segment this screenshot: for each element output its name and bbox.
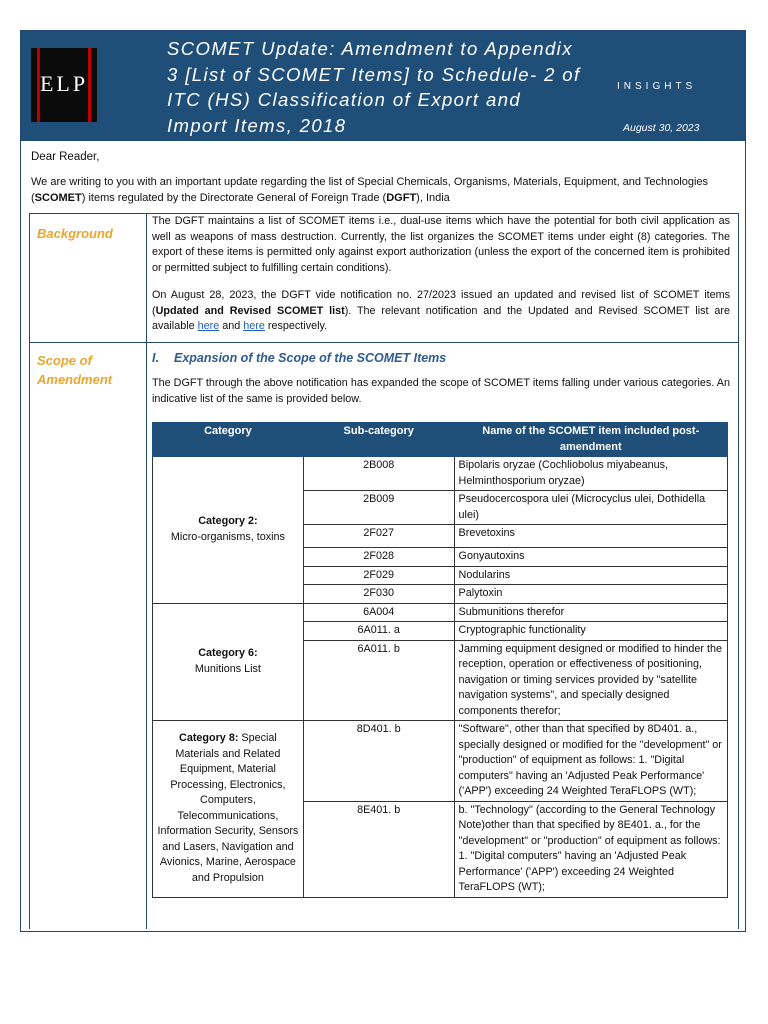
document-title: SCOMET Update: Amendment to Appendix 3 [List of SCOMET Items] to Schedule- 2 of ITC (HS) Classification of Export and Import Items, 2018 bbox=[167, 38, 581, 136]
category-6-title: Category 6: bbox=[198, 647, 258, 660]
category-2-desc: Micro-organisms, toxins bbox=[170, 530, 285, 543]
notification-link[interactable]: here bbox=[197, 320, 220, 332]
subcategory-cell: 2F030 bbox=[303, 585, 454, 604]
category-6-cell bbox=[153, 603, 304, 721]
item-name-cell: Gonyautoxins bbox=[454, 548, 727, 567]
item-name-cell: b. "Technology" (according to the General Technology Note)other than that specified by 8E401. a., for the "development" or "production" of equipment as follows: 1. "Digital computers" having an 'Adjusted Peak Performance' ('APP') exceeding 24 Weighted TeraFLOPS (WT); bbox=[454, 801, 727, 897]
background-label: Background bbox=[37, 226, 113, 241]
bg-p2-text-b: ). The relevant notification and the Updated and Revised SCOMET list are available bbox=[152, 304, 730, 332]
subcategory-cell: 2B008 bbox=[303, 457, 454, 491]
scope-heading bbox=[152, 351, 446, 365]
insights-label: INSIGHTS bbox=[617, 81, 697, 92]
subcategory-cell: 8E401. b bbox=[303, 801, 454, 897]
elp-logo bbox=[31, 48, 97, 122]
intro-text-3: ), India bbox=[416, 191, 450, 204]
item-name-cell: Palytoxin bbox=[454, 585, 727, 604]
bg-p2-bold: Updated and Revised SCOMET list bbox=[155, 304, 345, 317]
item-name-cell: Cryptographic functionality bbox=[454, 622, 727, 641]
subcategory-cell: 2F029 bbox=[303, 566, 454, 585]
publication-date: August 30, 2023 bbox=[623, 122, 700, 134]
scope-heading-text: Expansion of the Scope of the SCOMET Items bbox=[174, 351, 447, 365]
category-6-desc: Munitions List bbox=[194, 662, 261, 675]
intro-dgft: DGFT bbox=[386, 191, 417, 204]
subcategory-cell: 6A011. b bbox=[303, 640, 454, 721]
bg-p2-text-a: On August 28, 2023, the DGFT vide notification no. 27/2023 issued an updated and revised list of SCOMET items ( bbox=[152, 289, 730, 317]
intro-text-1: We are writing to you with an important update regarding the list of Special Chemicals, Organisms, Materials, Equipment, and Technologies ( bbox=[31, 176, 709, 204]
section-border-left bbox=[29, 213, 30, 929]
category-8-title: Category 8: bbox=[179, 732, 239, 745]
intro-paragraph bbox=[31, 175, 743, 206]
section-column-divider bbox=[146, 213, 147, 929]
table-row bbox=[153, 457, 728, 491]
item-name-cell: Jamming equipment designed or modified to hinder the reception, operation or effectiveness of positioning, navigation or timing services provided by "satellite navigation systems", and specially designed components therefor; bbox=[454, 640, 727, 721]
subcategory-cell: 6A004 bbox=[303, 603, 454, 622]
item-name-cell: Bipolaris oryzae (Cochliobolus miyabeanus, Helminthosporium oryzae) bbox=[454, 457, 727, 491]
scomet-items-table bbox=[152, 422, 728, 898]
header-category: Category bbox=[153, 423, 304, 457]
section-divider-middle bbox=[29, 342, 739, 343]
scope-paragraph: The DGFT through the above notification has expanded the scope of SCOMET items falling under various categories. An indicative list of the same is provided below. bbox=[152, 377, 730, 405]
table-row bbox=[153, 721, 728, 802]
table-row bbox=[153, 603, 728, 622]
header-banner bbox=[21, 31, 745, 141]
category-2-title: Category 2: bbox=[198, 515, 258, 528]
item-name-cell: Pseudocercospora ulei (Microcyclus ulei, Dothidella ulei) bbox=[454, 491, 727, 525]
intro-text-2: ) items regulated by the Directorate General of Foreign Trade ( bbox=[81, 191, 387, 204]
background-paragraph-2 bbox=[152, 288, 730, 335]
bg-p2-text-c: and bbox=[219, 320, 244, 332]
header-item-name: Name of the SCOMET item included post-amendment bbox=[454, 423, 727, 457]
greeting: Dear Reader, bbox=[31, 151, 100, 163]
scope-heading-number: I. bbox=[152, 351, 159, 365]
table-header-row bbox=[153, 423, 728, 457]
item-name-cell: Brevetoxins bbox=[454, 525, 727, 548]
item-name-cell: "Software", other than that specified by 8D401. a., specially designed or modified for the "development" or "production" of equipment as follows: 1. "Digital computers" having an 'Adjusted Peak Performance' ('APP') exceeding 24 Weighted TeraFLOPS (WT); bbox=[454, 721, 727, 802]
item-name-cell: Nodularins bbox=[454, 566, 727, 585]
item-name-cell: Submunitions therefor bbox=[454, 603, 727, 622]
subcategory-cell: 8D401. b bbox=[303, 721, 454, 802]
scope-label: Scope of Amendment bbox=[37, 353, 113, 387]
bg-p2-text-d: respectively. bbox=[264, 320, 328, 332]
category-8-cell bbox=[153, 721, 304, 898]
logo-text: ELP bbox=[39, 71, 89, 96]
intro-scomet: SCOMET bbox=[34, 191, 82, 204]
section-border-right bbox=[738, 213, 739, 929]
scomet-list-link[interactable]: here bbox=[243, 320, 265, 332]
subcategory-cell: 6A011. a bbox=[303, 622, 454, 641]
category-2-cell bbox=[153, 457, 304, 604]
subcategory-cell: 2F028 bbox=[303, 548, 454, 567]
category-8-desc: Special Materials and Related Equipment, Material Processing, Electronics, Computers, Telecommunications, Information Security, Sensors and Lasers, Navigation and Avionics, Marine, Aerospace and Propulsion bbox=[157, 732, 299, 884]
subcategory-cell: 2B009 bbox=[303, 491, 454, 525]
background-paragraph-1: The DGFT maintains a list of SCOMET items i.e., dual-use items which have the potential for both civil application as well as weapons of mass destruction. Currently, the list organizes the SCOMET items under eight (8) categories. The export of these items is permitted only against export authorization (unless the export of the concerned item is prohibited or permitted subject to fulfilling certain conditions). bbox=[152, 215, 730, 274]
subcategory-cell: 2F027 bbox=[303, 525, 454, 548]
header-subcategory: Sub-category bbox=[303, 423, 454, 457]
